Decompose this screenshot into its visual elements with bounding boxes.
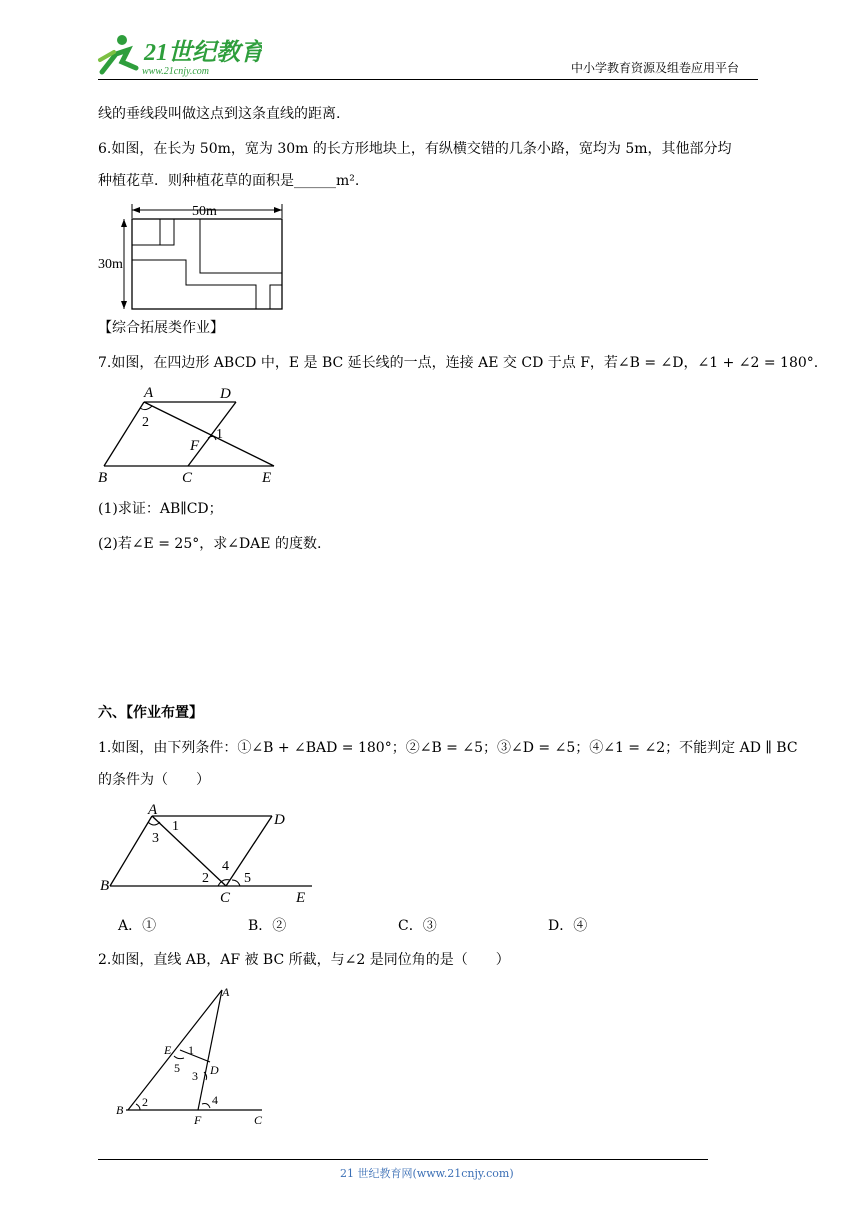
q6-line2: 种植花草．则种植花草的面积是______m². bbox=[98, 173, 360, 189]
fig7-label-c: C bbox=[182, 470, 193, 486]
footer-rule bbox=[98, 1159, 708, 1160]
figh1-label-d: D bbox=[274, 812, 285, 828]
figh1-label-a: A bbox=[148, 802, 158, 818]
figh2-angle-1: 1 bbox=[188, 1043, 194, 1057]
figh2-angle-2: 2 bbox=[142, 1095, 148, 1109]
figh2-angle-3: 3 bbox=[192, 1069, 198, 1083]
figh2-label-b: B bbox=[116, 1103, 124, 1117]
figh1-angle-3: 3 bbox=[152, 831, 159, 846]
fig6-height-label: 30m bbox=[98, 257, 123, 272]
q6-line1: 6.如图，在长为 50m，宽为 30m 的长方形地块上，有纵横交错的几条小路，宽均为 5m，其他部分均 bbox=[98, 141, 732, 157]
runner-logo-icon bbox=[92, 30, 262, 80]
fig7-label-f: F bbox=[190, 438, 200, 454]
fig7-label-b: B bbox=[98, 470, 108, 486]
header-platform: 中小学教育资源及组卷应用平台 bbox=[571, 61, 740, 75]
q7-part2: (2)若∠E = 25°，求∠DAE 的度数. bbox=[98, 536, 322, 552]
header-logo bbox=[92, 30, 262, 80]
figh1-label-b: B bbox=[100, 878, 110, 894]
figh1-label-e: E bbox=[296, 890, 306, 906]
figh1-angle-2: 2 bbox=[202, 871, 209, 886]
figh1-label-c: C bbox=[220, 890, 231, 906]
h1-line2: 的条件为（ ） bbox=[98, 772, 210, 788]
section-homework: 六、【作业布置】 bbox=[98, 705, 203, 721]
figh2-label-e: E bbox=[164, 1043, 172, 1057]
figh1-angle-4: 4 bbox=[222, 859, 229, 874]
figh2-angle-5: 5 bbox=[174, 1061, 180, 1075]
figh2-angle-4: 4 bbox=[212, 1093, 218, 1107]
figure-q6-field bbox=[96, 198, 296, 316]
q7-line: 7.如图，在四边形 ABCD 中，E 是 BC 延长线的一点，连接 AE 交 CD 于点 F，若∠B = ∠D，∠1 + ∠2 = 180°. bbox=[98, 355, 819, 371]
line-continuation: 线的垂线段叫做这点到这条直线的距离. bbox=[98, 106, 341, 122]
h1-line1: 1.如图，由下列条件：①∠B + ∠BAD = 180°；②∠B = ∠5；③∠D = ∠5；④∠1 = ∠2；不能判定 AD ∥ BC bbox=[98, 740, 798, 756]
logo-url: www.21cnjy.com bbox=[142, 66, 210, 77]
fig7-angle-2: 2 bbox=[142, 415, 149, 430]
logo-text: 21世纪教育 bbox=[144, 40, 262, 66]
footer-text[interactable]: 21 世纪教育网(www.21cnjy.com) bbox=[340, 1167, 514, 1180]
header-rule bbox=[98, 79, 758, 80]
figure-h1-parallelogram bbox=[96, 800, 326, 910]
option-b[interactable]: B．② bbox=[248, 918, 287, 934]
figh2-label-d: D bbox=[210, 1063, 219, 1077]
fig7-label-a: A bbox=[144, 385, 154, 401]
fig7-label-e: E bbox=[262, 470, 272, 486]
fig7-label-d: D bbox=[220, 386, 231, 402]
section-extension: 【综合拓展类作业】 bbox=[98, 320, 224, 336]
option-c[interactable]: C．③ bbox=[398, 918, 437, 934]
h2-line: 2.如图，直线 AB，AF 被 BC 所截，与∠2 是同位角的是（ ） bbox=[98, 952, 510, 968]
q7-part1: (1)求证：AB∥CD； bbox=[98, 501, 223, 517]
option-d[interactable]: D．④ bbox=[548, 918, 588, 934]
figure-h2-triangle bbox=[112, 980, 272, 1128]
figh1-angle-5: 5 bbox=[244, 871, 251, 886]
figh2-label-a: A bbox=[222, 985, 230, 999]
figh2-label-c: C bbox=[254, 1113, 263, 1127]
fig6-width-label: 50m bbox=[192, 204, 217, 219]
fig7-angle-1: 1 bbox=[216, 427, 223, 442]
figure-q7-quadrilateral bbox=[96, 382, 286, 487]
figh2-label-f: F bbox=[194, 1113, 202, 1127]
option-a[interactable]: A．① bbox=[118, 918, 157, 934]
figh1-angle-1: 1 bbox=[172, 819, 179, 834]
